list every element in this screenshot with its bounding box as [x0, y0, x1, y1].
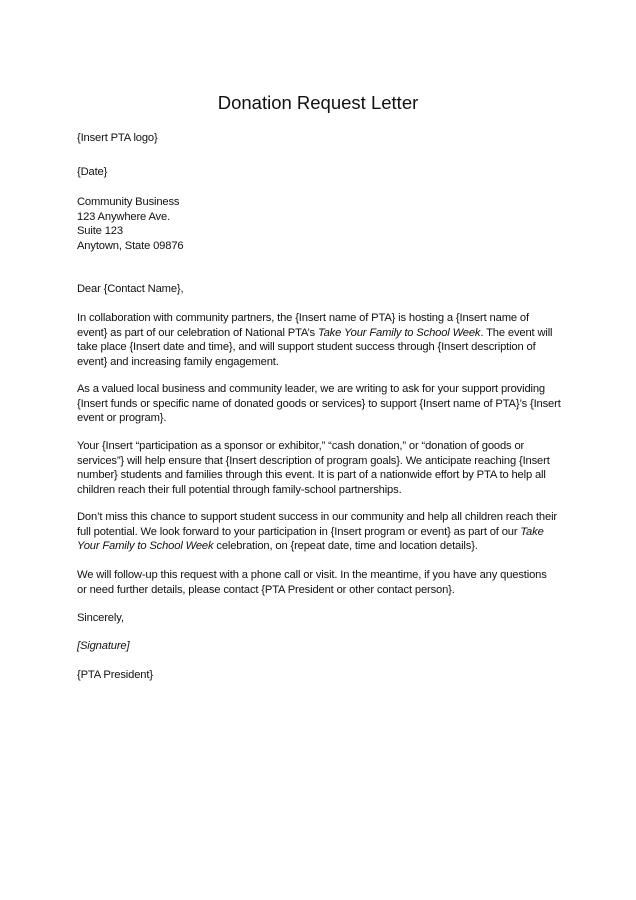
address-line: 123 Anywhere Ave.: [77, 210, 171, 223]
text-line: take place {Insert date and time}, and will support student success through {Insert description of: [77, 341, 536, 354]
text-line: [77, 539, 557, 554]
paragraph-2: [77, 382, 561, 426]
closing: Sincerely,: [77, 612, 124, 624]
text: celebration, on {repeat date, time and location details}.: [213, 540, 478, 553]
text-line: number} students and families through this event. It is part of a nationwide effort by PTA to help all: [77, 469, 546, 482]
address-line: Community Business: [77, 196, 180, 208]
text: full potential. We look forward to your participation in {Insert program or event} as part of our: [77, 525, 521, 538]
text-line: As a valued local business and community leader, we are writing to ask for your support providing: [77, 383, 546, 395]
campaign-name: Your Family to School Week: [77, 540, 214, 553]
text-line: children reach their full potential through family-school partnerships.: [77, 483, 402, 496]
text-line: services”} will help ensure that {Insert description of program goals}. We anticipate reaching {Insert: [77, 454, 550, 467]
text: event} as part of our celebration of National PTA’s: [77, 326, 318, 339]
paragraph-4: [77, 510, 557, 554]
text-line: or need further details, please contact {PTA President or other contact person}.: [77, 583, 455, 596]
text-line: In collaboration with community partners, the {Insert name of PTA} is hosting a {Insert name of: [77, 312, 529, 324]
salutation: Dear {Contact Name},: [77, 283, 184, 295]
letter-title: Donation Request Letter: [217, 92, 419, 113]
address-line: Suite 123: [77, 225, 123, 238]
signature-placeholder: [Signature]: [77, 640, 130, 652]
text-line: [77, 326, 552, 341]
text-line: event} and increasing family engagement.: [77, 355, 279, 368]
text-line: Don’t miss this chance to support student success in our community and help all children reach their: [77, 511, 557, 523]
text-line: {Insert funds or specific name of donated goods or services} to support {Insert name of PTA}’s {Insert: [77, 397, 561, 410]
text-line: We will follow-up this request with a phone call or visit. In the meantime, if you have any questions: [77, 569, 547, 581]
text-line: Your {Insert “participation as a sponsor or exhibitor,” “cash donation,” or “donation of goods or: [77, 440, 525, 452]
date-placeholder: {Date}: [77, 166, 108, 178]
signer-name: {PTA President}: [77, 669, 153, 681]
campaign-name: Take Your Family to School Week: [317, 326, 481, 339]
text-line: [77, 525, 557, 540]
recipient-address: [77, 195, 183, 253]
logo-placeholder: {Insert PTA logo}: [77, 132, 158, 144]
campaign-name: Take: [520, 525, 544, 538]
paragraph-5: [77, 568, 547, 597]
paragraph-3: [77, 439, 550, 497]
text: . The event will: [480, 326, 553, 339]
address-line: Anytown, State 09876: [77, 239, 184, 252]
paragraph-1: [77, 311, 552, 369]
text-line: event or program}.: [77, 412, 167, 425]
